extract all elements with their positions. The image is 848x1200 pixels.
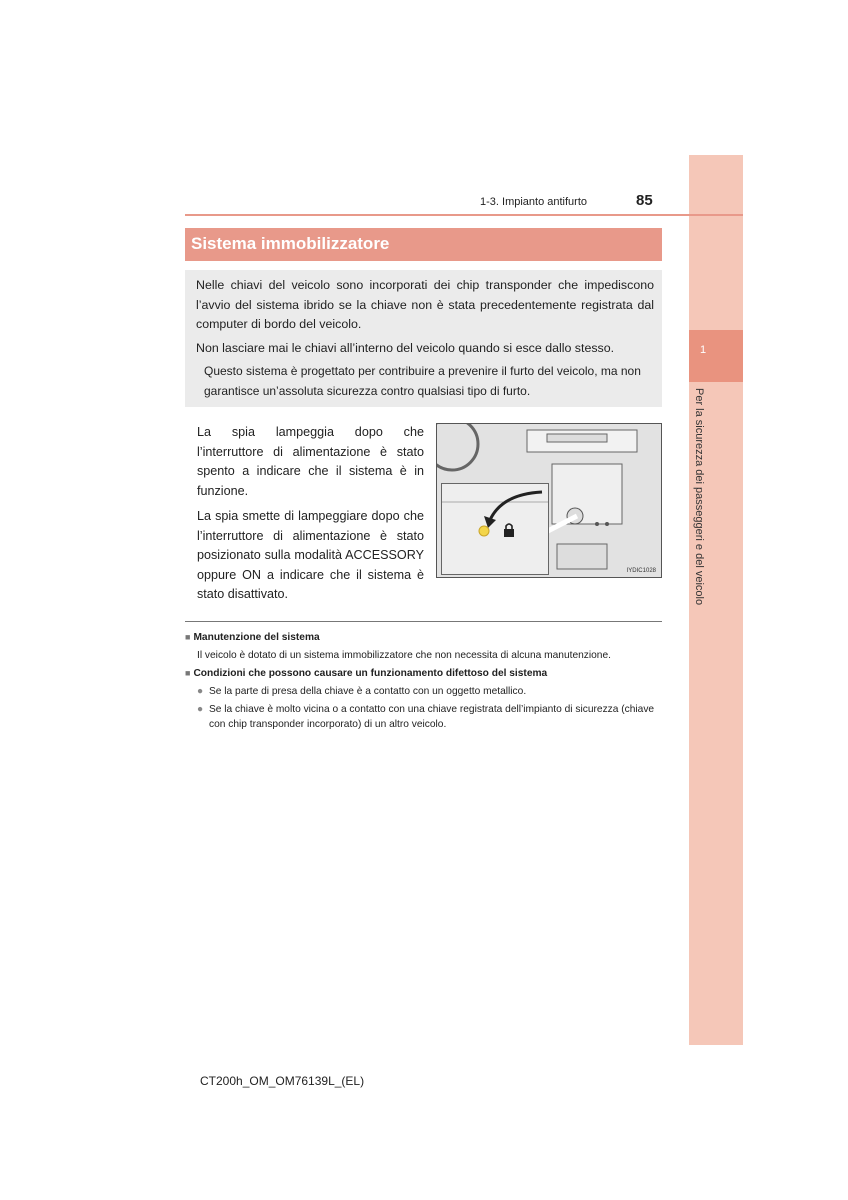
page-number: 85 xyxy=(636,192,653,209)
page-title-bar xyxy=(185,228,662,261)
body-row xyxy=(185,423,662,611)
bullet-icon: ● xyxy=(197,685,204,697)
intro-paragraph: Nelle chiavi del veicolo sono incorporati dei chip transponder che impediscono l’avvio del sistema ibrido se la chiave non è stata precedentemente registrata dal computer di bordo del veicolo. xyxy=(196,278,654,331)
note-heading: ■ Manutenzione del sistema xyxy=(185,630,662,645)
chapter-title: Per la sicurezza dei passeggeri e del veicolo xyxy=(693,388,705,606)
body-text xyxy=(197,423,424,611)
notes-section xyxy=(185,630,662,732)
page-title: Sistema immobilizzatore xyxy=(191,234,390,253)
body-paragraph: La spia lampeggia dopo che l’interruttore di alimentazione è stato spento a indicare che il sistema è in funzione. xyxy=(197,425,424,498)
note-bullet xyxy=(185,702,662,732)
chapter-number-tab xyxy=(689,330,743,382)
indicator-inset xyxy=(441,483,549,575)
security-indicator-light xyxy=(479,526,489,536)
document-code-footer: CT200h_OM_OM76139L_(EL) xyxy=(200,1074,365,1088)
header-divider xyxy=(185,214,743,216)
intro-warning: Non lasciare mai le chiavi all’interno del veicolo quando si esce dallo stesso. xyxy=(196,340,615,355)
intro-note: Questo sistema è progettato per contribuire a prevenire il furto del veicolo, ma non garantisce un’assoluta sicurezza contro qualsiasi tipo di furto. xyxy=(204,364,641,398)
note-bullet xyxy=(185,684,662,699)
main-content xyxy=(185,270,662,732)
notes-divider xyxy=(185,621,662,622)
intro-box xyxy=(185,270,662,407)
bullet-text: Se la chiave è molto vicina o a contatto con una chiave registrata dell’impianto di sicurezza (chiave con chip transponder incorporato) di un altro veicolo. xyxy=(209,703,655,730)
chapter-number: 1 xyxy=(700,344,707,356)
note-heading: ■ Condizioni che possono causare un funzionamento difettoso del sistema xyxy=(185,666,662,681)
lock-icon xyxy=(504,524,514,537)
dashboard-illustration xyxy=(436,423,662,578)
bullet-icon: ● xyxy=(197,703,204,715)
section-header: 1-3. Impianto antifurto xyxy=(480,196,588,208)
bullet-text: Se la parte di presa della chiave è a contatto con un oggetto metallico. xyxy=(209,685,527,697)
note-text: Il veicolo è dotato di un sistema immobilizzatore che non necessita di alcuna manutenzione. xyxy=(197,649,611,661)
figure-code: IYDIC1028 xyxy=(626,568,656,574)
inset-drawing xyxy=(442,484,548,574)
body-paragraph: La spia smette di lampeggiare dopo che l’interruttore di alimentazione è stato posizionato sulla modalità ACCESSORY oppure ON a indicare che il sistema è stato disattivato. xyxy=(197,509,424,601)
